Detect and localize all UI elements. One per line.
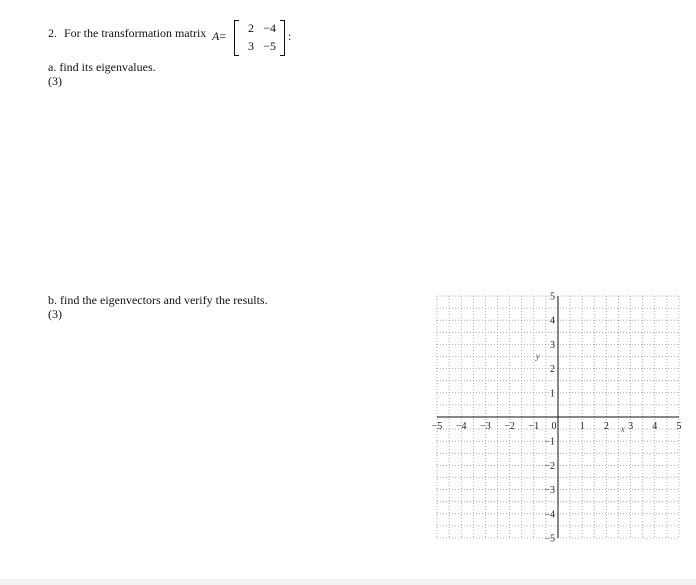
matrix-cell-0-1: −4 [263,21,276,35]
matrix-right-bracket [280,20,285,56]
x-axis-label: x [620,424,625,435]
y-tick-label: 2 [550,364,555,376]
y-axis-label: y [535,350,540,361]
x-tick-label: 0 [551,421,557,432]
y-tick-label: −4 [544,509,555,521]
x-tick-label: 3 [628,421,634,432]
transformation-matrix [212,18,302,58]
x-tick-label: −2 [504,421,515,432]
x-tick-label: −5 [431,421,443,432]
x-tick-label: 5 [676,421,682,432]
matrix-label: A [212,29,220,43]
y-tick-label: 4 [550,315,555,327]
question-intro: For the transformation matrix [64,26,207,40]
y-tick-label: 3 [550,339,555,351]
y-tick-label: −5 [544,533,555,545]
matrix-cell-1-0: 3 [248,39,254,53]
matrix-trailing-colon: : [288,29,292,43]
tick-labels [432,292,682,545]
matrix-cell-1-1: −5 [263,39,276,53]
x-tick-label: 1 [579,421,585,432]
y-tick-label: −2 [544,460,555,472]
y-tick-label: −3 [544,485,555,497]
x-tick-label: −4 [455,421,467,432]
part-a-marks: (3) [48,74,62,88]
matrix-cell-0-0: 2 [248,21,254,35]
part-b-marks: (3) [48,307,62,321]
matrix-equals: = [219,29,227,43]
page-bottom-edge [0,579,696,585]
y-tick-label: 5 [550,291,555,303]
y-tick-label: −1 [544,436,555,448]
x-tick-label: −3 [480,421,491,432]
x-tick-label: 2 [603,421,609,432]
coordinate-grid [428,288,688,548]
part-b-text: b. find the eigenvectors and verify the results. [48,293,268,307]
question-number: 2. [48,26,57,40]
x-tick-label: 4 [652,421,658,432]
x-tick-label: −1 [528,421,540,432]
y-tick-label: 1 [550,388,555,400]
part-a-text: a. find its eigenvalues. [48,60,156,74]
